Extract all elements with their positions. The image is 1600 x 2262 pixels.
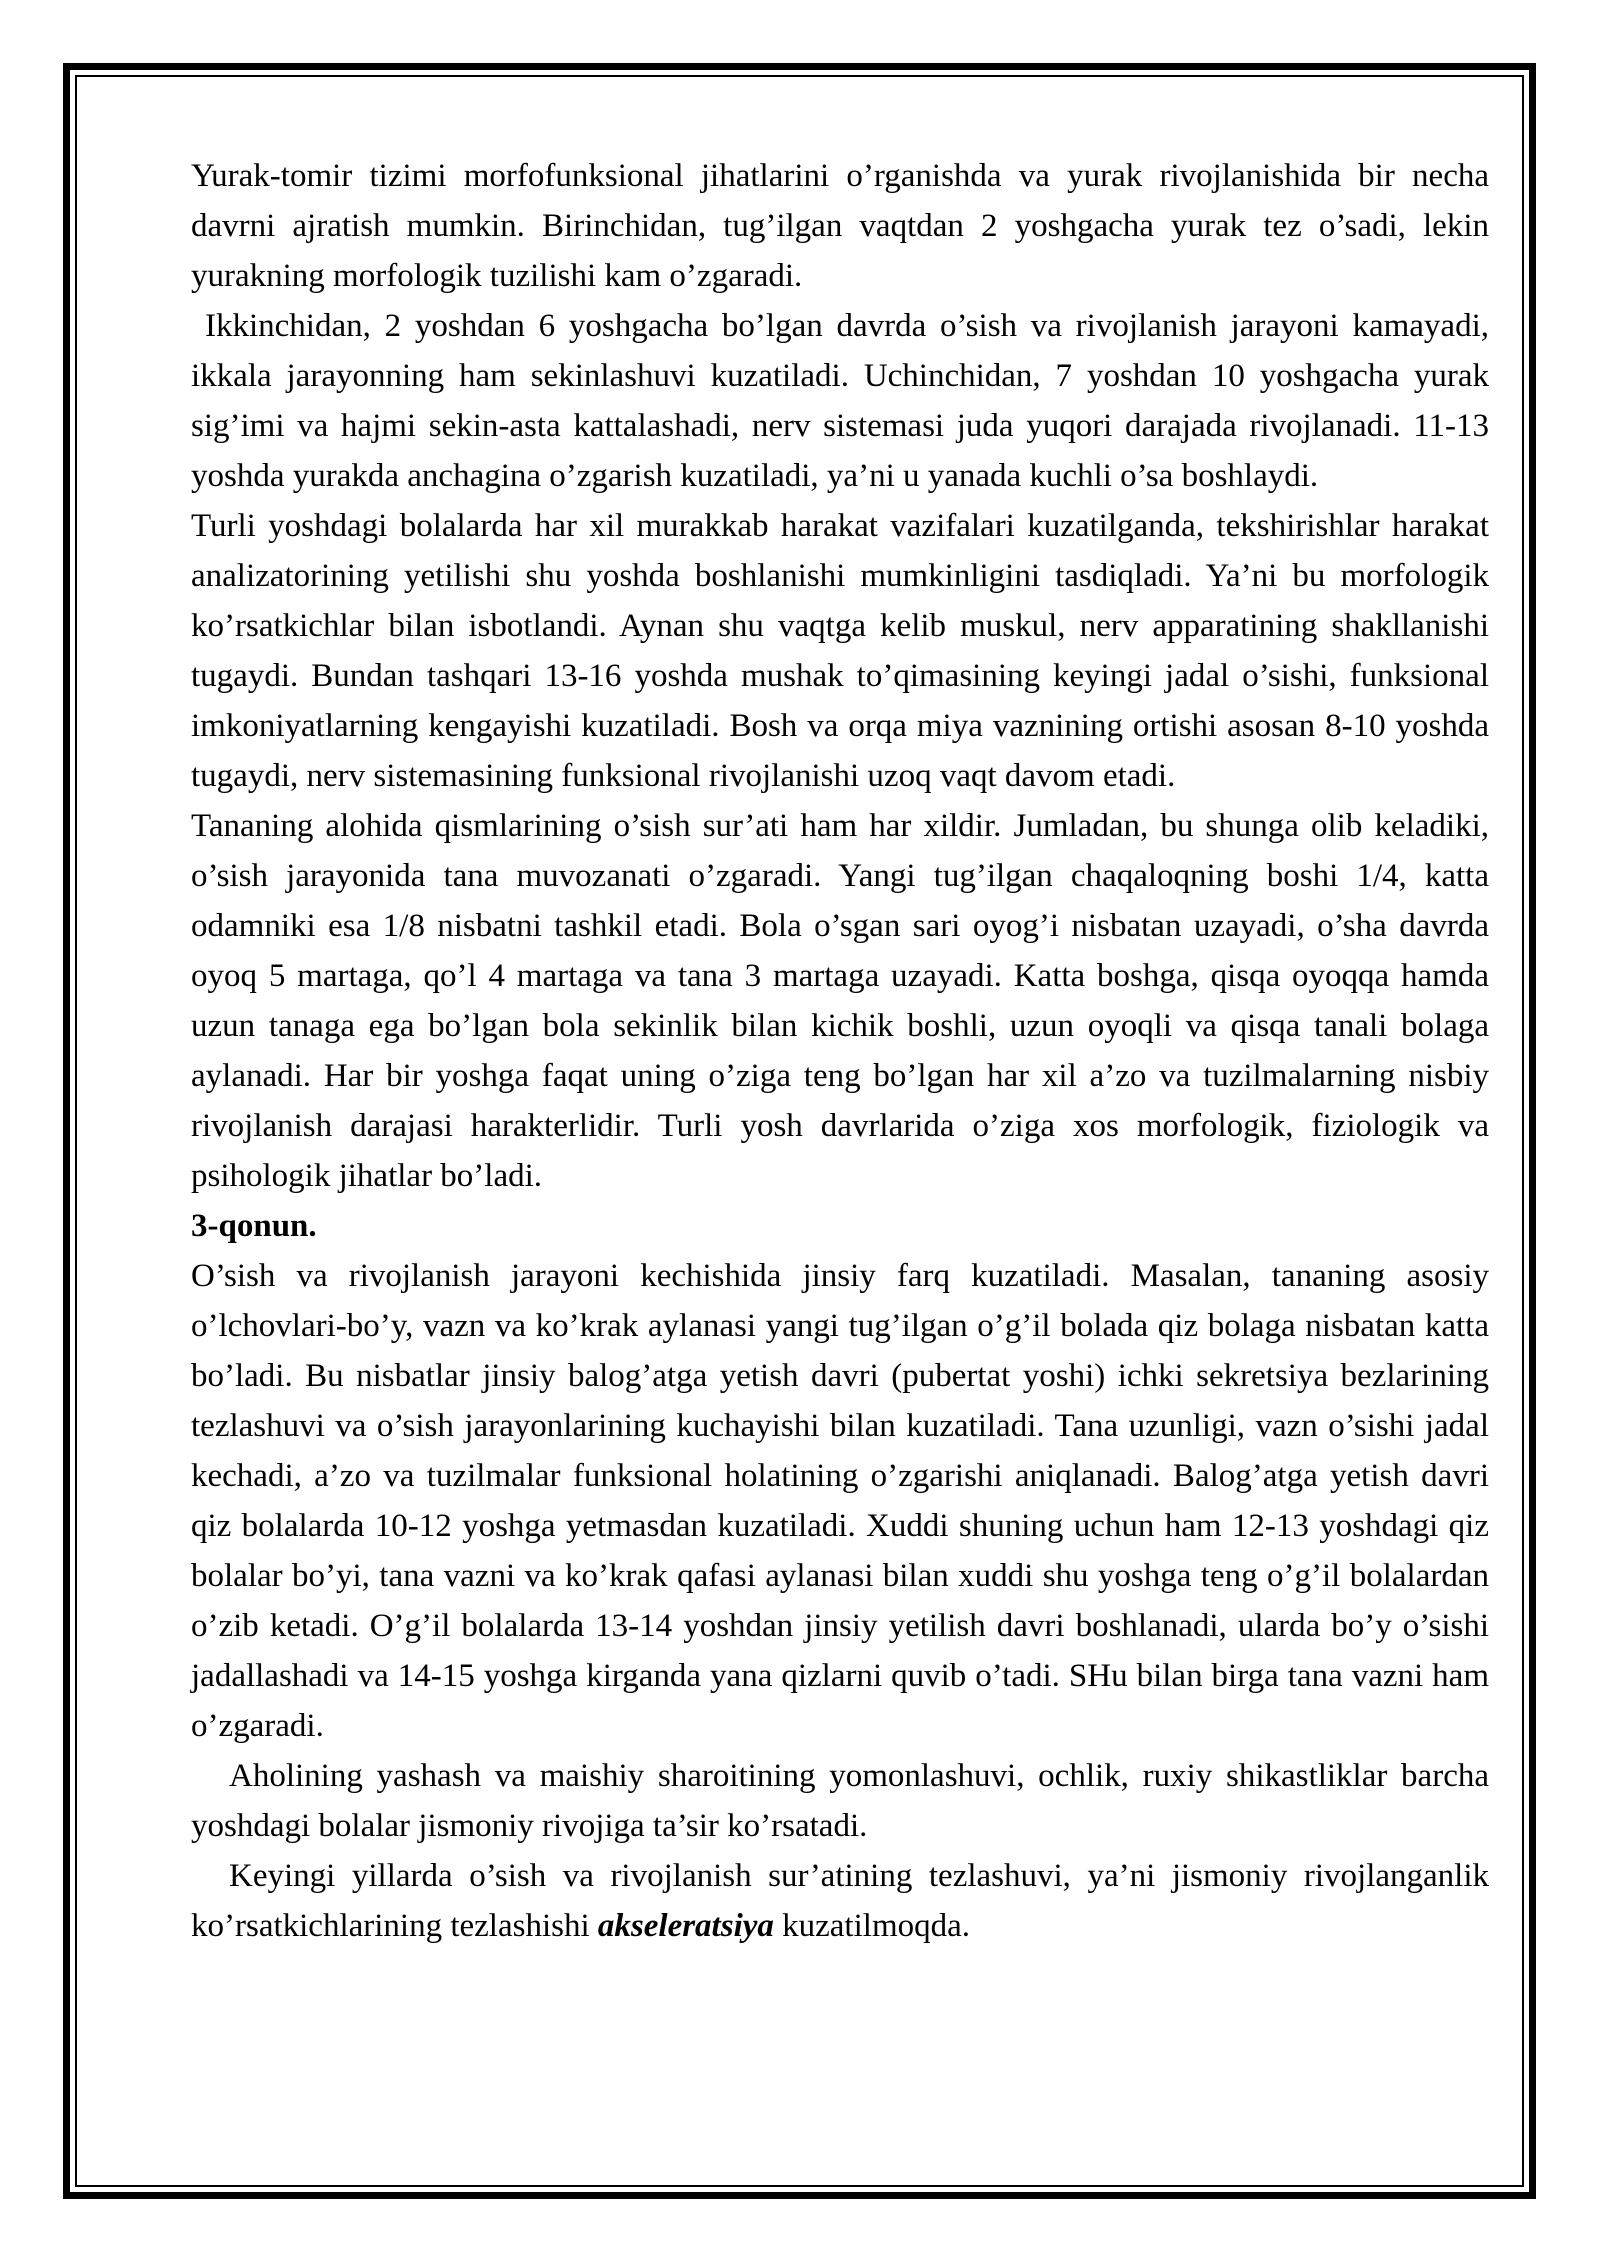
paragraph-7 (191, 1851, 1489, 1951)
section-heading: 3-qonun. (191, 1208, 317, 1244)
term-akseleratsiya: akseleratsiya (597, 1908, 774, 1944)
document-body (191, 151, 1489, 1951)
paragraph-7-text-end: kuzatilmoqda. (773, 1908, 971, 1944)
paragraph-3: Turli yoshdagi bolalarda har xil murakkab harakat vazifalari kuzatilganda, tekshirishlar harakat analizatorining yetilishi shu yoshda boshlanishi mumkinligini tasdiqladi. Ya’ni bu morfologik ko’rsatkichlar bilan isbotlandi. Aynan shu vaqtga kelib muskul, nerv apparatining shakllanishi tugaydi. Bundan tashqari 13-16 yoshda mushak to’qimasining keyingi jadal o’sishi, funksional imkoniyatlarning kengayishi kuzatiladi. Bosh va orqa miya vaznining ortishi asosan 8-10 yoshda tugaydi, nerv sistemasining funksional rivojlanishi uzoq vaqt davom etadi. (191, 508, 1489, 794)
paragraph-7-text-start: Keyingi yillarda o’sish va rivojlanish sur’atining tezlashuvi, ya’ni jismoniy rivojlanganlik ko’rsatkichlarining tezlashishi (191, 1858, 1489, 1944)
paragraph-4: Tananing alohida qismlarining o’sish sur’ati ham har xildir. Jumladan, bu shunga olib keladiki, o’sish jarayonida tana muvozanati o’zgaradi. Yangi tug’ilgan chaqaloqning boshi 1/4, katta odamniki esa 1/8 nisbatni tashkil etadi. Bola o’sgan sari oyog’i nisbatan uzayadi, o’sha davrda oyoq 5 martaga, qo’l 4 martaga va tana 3 martaga uzayadi. Katta boshga, qisqa oyoqqa hamda uzun tanaga ega bo’lgan bola sekinlik bilan kichik boshli, uzun oyoqli va qisqa tanali bolaga aylanadi. Har bir yoshga faqat uning o’ziga teng bo’lgan har xil a’zo va tuzilmalarning nisbiy rivojlanish darajasi harakterlidir. Turli yosh davrlarida o’ziga xos morfologik, fiziologik va psihologik jihatlar bo’ladi. (191, 808, 1489, 1194)
paragraph-1: Yurak-tomir tizimi morfofunksional jihatlarini o’rganishda va yurak rivojlanishida bir necha davrni ajratish mumkin. Birinchidan, tug’ilgan vaqtdan 2 yoshgacha yurak tez o’sadi, lekin yurakning morfologik tuzilishi kam o’zgaradi. (191, 158, 1489, 294)
paragraph-6: Aholining yashash va maishiy sharoitining yomonlashuvi, ochlik, ruxiy shikastliklar barcha yoshdagi bolalar jismoniy rivojiga ta’sir ko’rsatadi. (191, 1758, 1489, 1844)
paragraph-5: O’sish va rivojlanish jarayoni kechishida jinsiy farq kuzatiladi. Masalan, tananing asosiy o’lchovlari-bo’y, vazn va ko’krak aylanasi yangi tug’ilgan o’g’il bolada qiz bolaga nisbatan katta bo’ladi. Bu nisbatlar jinsiy balog’atga yetish davri (pubertat yoshi) ichki sekretsiya bezlarining tezlashuvi va o’sish jarayonlarining kuchayishi bilan kuzatiladi. Tana uzunligi, vazn o’sishi jadal kechadi, a’zo va tuzilmalar funksional holatining o’zgarishi aniqlanadi. Balog’atga yetish davri qiz bolalarda 10-12 yoshga yetmasdan kuzatiladi. Xuddi shuning uchun ham 12-13 yoshdagi qiz bolalar bo’yi, tana vazni va ko’krak qafasi aylanasi bilan xuddi shu yoshga teng o’g’il bolalardan o’zib ketadi. O’g’il bolalarda 13-14 yoshdan jinsiy yetilish davri boshlanadi, ularda bo’y o’sishi jadallashadi va 14-15 yoshga kirganda yana qizlarni quvib o’tadi. SHu bilan birga tana vazni ham o’zgaradi. (191, 1258, 1489, 1744)
paragraph-2: Ikkinchidan, 2 yoshdan 6 yoshgacha bo’lgan davrda o’sish va rivojlanish jarayoni kamayadi, ikkala jarayonning ham sekinlashuvi kuzatiladi. Uchinchidan, 7 yoshdan 10 yoshgacha yurak sig’imi va hajmi sekin-asta kattalashadi, nerv sistemasi juda yuqori darajada rivojlanadi. 11-13 yoshda yurakda anchagina o’zgarish kuzatiladi, ya’ni u yanada kuchli o’sa boshlaydi. (191, 308, 1489, 494)
